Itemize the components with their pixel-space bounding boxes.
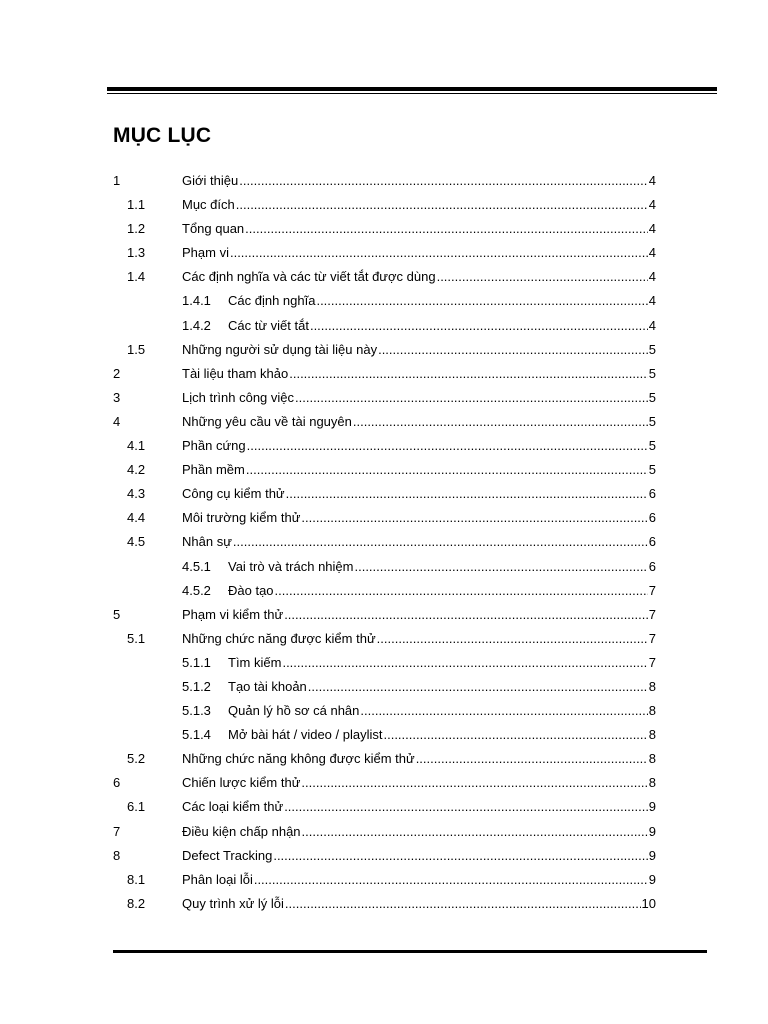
toc-entry-page-number: 7 <box>648 606 656 622</box>
toc-entry-page-number: 9 <box>648 799 656 815</box>
toc-entry-page-number: 4 <box>648 293 656 309</box>
toc-entry-number: 1 <box>113 173 121 188</box>
toc-entry-number: 4.5.1 <box>182 558 211 574</box>
toc-entry-line <box>182 244 656 262</box>
toc-entry-label: Quản lý hồ sơ cá nhân <box>228 703 360 719</box>
toc-entry-number: 1.5 <box>127 341 146 357</box>
toc-dot-leader <box>282 654 647 672</box>
toc-entry-page-number: 8 <box>648 751 656 767</box>
toc-entry[interactable] <box>113 244 656 268</box>
toc-entry-number: 1.1 <box>127 197 146 213</box>
toc-entry-line <box>228 558 656 576</box>
toc-entry-page-number: 5 <box>648 341 656 357</box>
toc-entry-page-number: 7 <box>648 630 656 646</box>
toc-entry-line <box>182 172 656 190</box>
toc-entry-number: 5 <box>113 606 121 622</box>
toc-title: MỤC LỤC <box>113 124 212 147</box>
toc-dot-leader <box>254 871 648 889</box>
toc-entry-number: 1.3 <box>127 245 146 261</box>
toc-entry-line <box>182 268 656 286</box>
toc-entry-number: 5.1.4 <box>182 727 211 743</box>
toc-entry-page-number: 8 <box>648 727 656 743</box>
toc-entry-number: 4.3 <box>127 486 146 502</box>
toc-entry[interactable] <box>113 317 656 341</box>
toc-dot-leader <box>284 606 648 624</box>
toc-entry[interactable] <box>113 702 656 726</box>
toc-entry-page-number: 5 <box>648 413 656 429</box>
toc-entry-label: Tài liệu tham khảo <box>182 365 289 381</box>
toc-entry-line <box>228 317 656 335</box>
toc-entry-label: Phần cứng <box>182 438 246 454</box>
toc-dot-leader <box>383 726 647 744</box>
toc-entry-page-number: 4 <box>648 245 656 261</box>
toc-dot-leader <box>416 750 648 768</box>
toc-entry-line <box>228 726 656 744</box>
toc-entry-label: Những người sử dụng tài liệu này <box>182 341 378 357</box>
toc-entry-number: 4.5.2 <box>182 582 211 598</box>
toc-entry-line <box>182 895 656 913</box>
toc-entry-number: 1.4 <box>127 269 146 285</box>
toc-entry[interactable] <box>113 726 656 750</box>
toc-dot-leader <box>360 702 647 720</box>
toc-entry-label: Các định nghĩa và các từ viết tắt được dùng <box>182 269 436 285</box>
toc-entry-label: Quy trình xử lý lỗi <box>182 895 284 911</box>
toc-entry-label: Tổng quan <box>182 221 245 237</box>
toc-entry-label: Mở bài hát / video / playlist <box>228 727 383 743</box>
toc-dot-leader <box>301 509 647 527</box>
toc-entry[interactable] <box>113 389 656 413</box>
toc-dot-leader <box>310 317 648 335</box>
toc-entry[interactable] <box>113 196 656 220</box>
toc-entry-number: 6 <box>113 775 121 791</box>
toc-entry-line <box>182 871 656 889</box>
toc-entry-page-number: 4 <box>648 173 656 188</box>
toc-dot-leader <box>316 292 647 310</box>
toc-entry-number: 2 <box>113 365 121 381</box>
toc-entry-line <box>182 365 656 383</box>
toc-entry-line <box>182 389 656 407</box>
toc-entry[interactable] <box>113 823 656 847</box>
toc-entry[interactable] <box>113 413 656 437</box>
toc-entry-label: Những chức năng không được kiểm thử <box>182 751 415 767</box>
toc-entry[interactable] <box>113 847 656 871</box>
toc-entry-label: Các loại kiểm thử <box>182 799 284 815</box>
toc-entry-line <box>228 292 656 310</box>
toc-dot-leader <box>275 582 648 600</box>
toc-entry[interactable] <box>113 895 656 919</box>
toc-entry-line <box>182 823 656 841</box>
toc-entry-label: Những chức năng được kiểm thử <box>182 630 376 646</box>
toc-entry-label: Phạm vi <box>182 245 229 261</box>
toc-entry-page-number: 8 <box>648 775 656 791</box>
toc-entry-line <box>182 606 656 624</box>
toc-entry-line <box>228 582 656 600</box>
header-rule-thin <box>107 93 717 94</box>
toc-entry-label: Tìm kiếm <box>228 654 282 670</box>
toc-entry-page-number: 9 <box>648 847 656 863</box>
toc-dot-leader <box>247 437 648 455</box>
toc-dot-leader <box>377 630 648 648</box>
toc-entry-page-number: 4 <box>648 317 656 333</box>
toc-entry-label: Giới thiệu <box>182 173 239 188</box>
toc-entry[interactable] <box>113 268 656 292</box>
footer-rule <box>113 950 707 953</box>
toc-entry[interactable] <box>113 798 656 822</box>
toc-entry-label: Phân loại lỗi <box>182 871 253 887</box>
toc-entry-page-number: 4 <box>648 269 656 285</box>
toc-entry-number: 6.1 <box>127 799 146 815</box>
toc-entry-page-number: 5 <box>648 462 656 478</box>
toc-entry-number: 4.5 <box>127 534 146 550</box>
toc-entry-page-number: 7 <box>648 654 656 670</box>
toc-dot-leader <box>302 823 648 841</box>
toc-entry-number: 5.1.1 <box>182 654 211 670</box>
toc-entry-line <box>228 702 656 720</box>
toc-entry-line <box>228 654 656 672</box>
toc-entry-line <box>182 413 656 431</box>
toc-entry-page-number: 8 <box>648 678 656 694</box>
toc-dot-leader <box>295 389 648 407</box>
toc-entry-page-number: 4 <box>648 221 656 237</box>
toc-entry[interactable] <box>113 341 656 365</box>
toc-entry-label: Môi trường kiểm thử <box>182 510 301 526</box>
toc-dot-leader <box>285 895 641 913</box>
toc-dot-leader <box>273 847 647 865</box>
toc-entry-line <box>182 533 656 551</box>
toc-entry-page-number: 6 <box>648 486 656 502</box>
toc-entry-number: 5.2 <box>127 751 146 767</box>
toc-entry[interactable] <box>113 365 656 389</box>
toc-entry-line <box>182 847 656 865</box>
toc-entry[interactable] <box>113 678 656 702</box>
toc-entry-label: Defect Tracking <box>182 847 273 863</box>
toc-entry-line <box>182 630 656 648</box>
toc-entry-line <box>182 220 656 238</box>
toc-entry-line <box>182 750 656 768</box>
toc-entry-number: 4 <box>113 413 121 429</box>
toc-entry-line <box>182 461 656 479</box>
toc-entry-number: 1.4.2 <box>182 317 211 333</box>
toc-entry-label: Công cụ kiểm thử <box>182 486 285 502</box>
toc-entry-number: 5.1 <box>127 630 146 646</box>
toc-entry[interactable] <box>113 292 656 316</box>
toc-entry-number: 5.1.2 <box>182 678 211 694</box>
toc-entry[interactable] <box>113 437 656 461</box>
toc-entry-line <box>182 437 656 455</box>
toc-entry-number: 4.2 <box>127 462 146 478</box>
toc-entry[interactable] <box>113 774 656 798</box>
toc-entry-page-number: 5 <box>648 389 656 405</box>
toc-entry-number: 7 <box>113 823 121 839</box>
toc-dot-leader <box>236 196 648 214</box>
toc-entry-line <box>228 678 656 696</box>
toc-entry-line <box>182 341 656 359</box>
toc-entry-line <box>182 485 656 503</box>
toc-entry[interactable] <box>113 871 656 895</box>
toc-entry-page-number: 9 <box>648 871 656 887</box>
toc-entry-page-number: 5 <box>648 365 656 381</box>
toc-dot-leader <box>245 220 648 238</box>
toc-entry-label: Chiến lược kiểm thử <box>182 775 301 791</box>
toc-entry-label: Nhân sự <box>182 534 232 550</box>
toc-entry-page-number: 8 <box>648 703 656 719</box>
toc-entry[interactable] <box>113 172 656 196</box>
toc-entry-label: Lịch trình công việc <box>182 389 295 405</box>
toc-entry[interactable] <box>113 558 656 582</box>
toc-entry[interactable] <box>113 654 656 678</box>
toc-entry-label: Đào tạo <box>228 582 274 598</box>
toc-entry-page-number: 6 <box>648 558 656 574</box>
toc-dot-leader <box>289 365 648 383</box>
toc-entry[interactable] <box>113 461 656 485</box>
toc-entry-page-number: 10 <box>641 895 656 911</box>
toc-dot-leader <box>353 413 648 431</box>
toc-entry-label: Các từ viết tắt <box>228 317 309 333</box>
toc-entry-line <box>182 774 656 792</box>
toc-entry-number: 1.2 <box>127 221 146 237</box>
header-rule-thick <box>107 87 717 91</box>
toc-entry-page-number: 5 <box>648 438 656 454</box>
toc-entry-label: Phần mềm <box>182 462 245 478</box>
toc-entry-line <box>182 509 656 527</box>
toc-entry[interactable] <box>113 533 656 557</box>
toc-dot-leader <box>233 533 648 551</box>
toc-dot-leader <box>286 485 648 503</box>
toc-entry-line <box>182 798 656 816</box>
toc-entry[interactable] <box>113 606 656 630</box>
toc-entry-number: 8.1 <box>127 871 146 887</box>
toc-entry-page-number: 6 <box>648 534 656 550</box>
toc-entry[interactable] <box>113 582 656 606</box>
toc-entry-number: 8.2 <box>127 895 146 911</box>
toc-dot-leader <box>246 461 648 479</box>
toc-entry-label: Điều kiện chấp nhận <box>182 823 301 839</box>
toc-entry-page-number: 7 <box>648 582 656 598</box>
toc-dot-leader <box>437 268 648 286</box>
toc-dot-leader <box>378 341 648 359</box>
toc-entry[interactable] <box>113 750 656 774</box>
toc-dot-leader <box>354 558 647 576</box>
toc-dot-leader <box>230 244 648 262</box>
toc-dot-leader <box>308 678 648 696</box>
toc-entry-number: 4.1 <box>127 438 146 454</box>
toc-dot-leader <box>301 774 647 792</box>
toc-entry-number: 5.1.3 <box>182 703 211 719</box>
toc-entry-page-number: 4 <box>648 197 656 213</box>
toc-entry-number: 4.4 <box>127 510 146 526</box>
toc-entry-page-number: 9 <box>648 823 656 839</box>
toc-entry-page-number: 6 <box>648 510 656 526</box>
toc-entry[interactable] <box>113 630 656 654</box>
toc-entry[interactable] <box>113 485 656 509</box>
toc-entry[interactable] <box>113 509 656 533</box>
toc-dot-leader <box>284 798 648 816</box>
toc-entry[interactable] <box>113 220 656 244</box>
toc-entry-number: 8 <box>113 847 121 863</box>
toc-entry-number: 1.4.1 <box>182 293 211 309</box>
toc-entry-label: Tạo tài khoản <box>228 678 307 694</box>
toc-entry-line <box>182 196 656 214</box>
toc-dot-leader <box>239 172 648 190</box>
toc-list <box>113 172 656 919</box>
toc-entry-label: Vai trò và trách nhiệm <box>228 558 354 574</box>
toc-entry-label: Các định nghĩa <box>228 293 316 309</box>
toc-entry-label: Mục đích <box>182 197 235 213</box>
toc-entry-label: Phạm vi kiểm thử <box>182 606 284 622</box>
toc-entry-label: Những yêu cầu về tài nguyên <box>182 413 352 429</box>
toc-entry-number: 3 <box>113 389 121 405</box>
